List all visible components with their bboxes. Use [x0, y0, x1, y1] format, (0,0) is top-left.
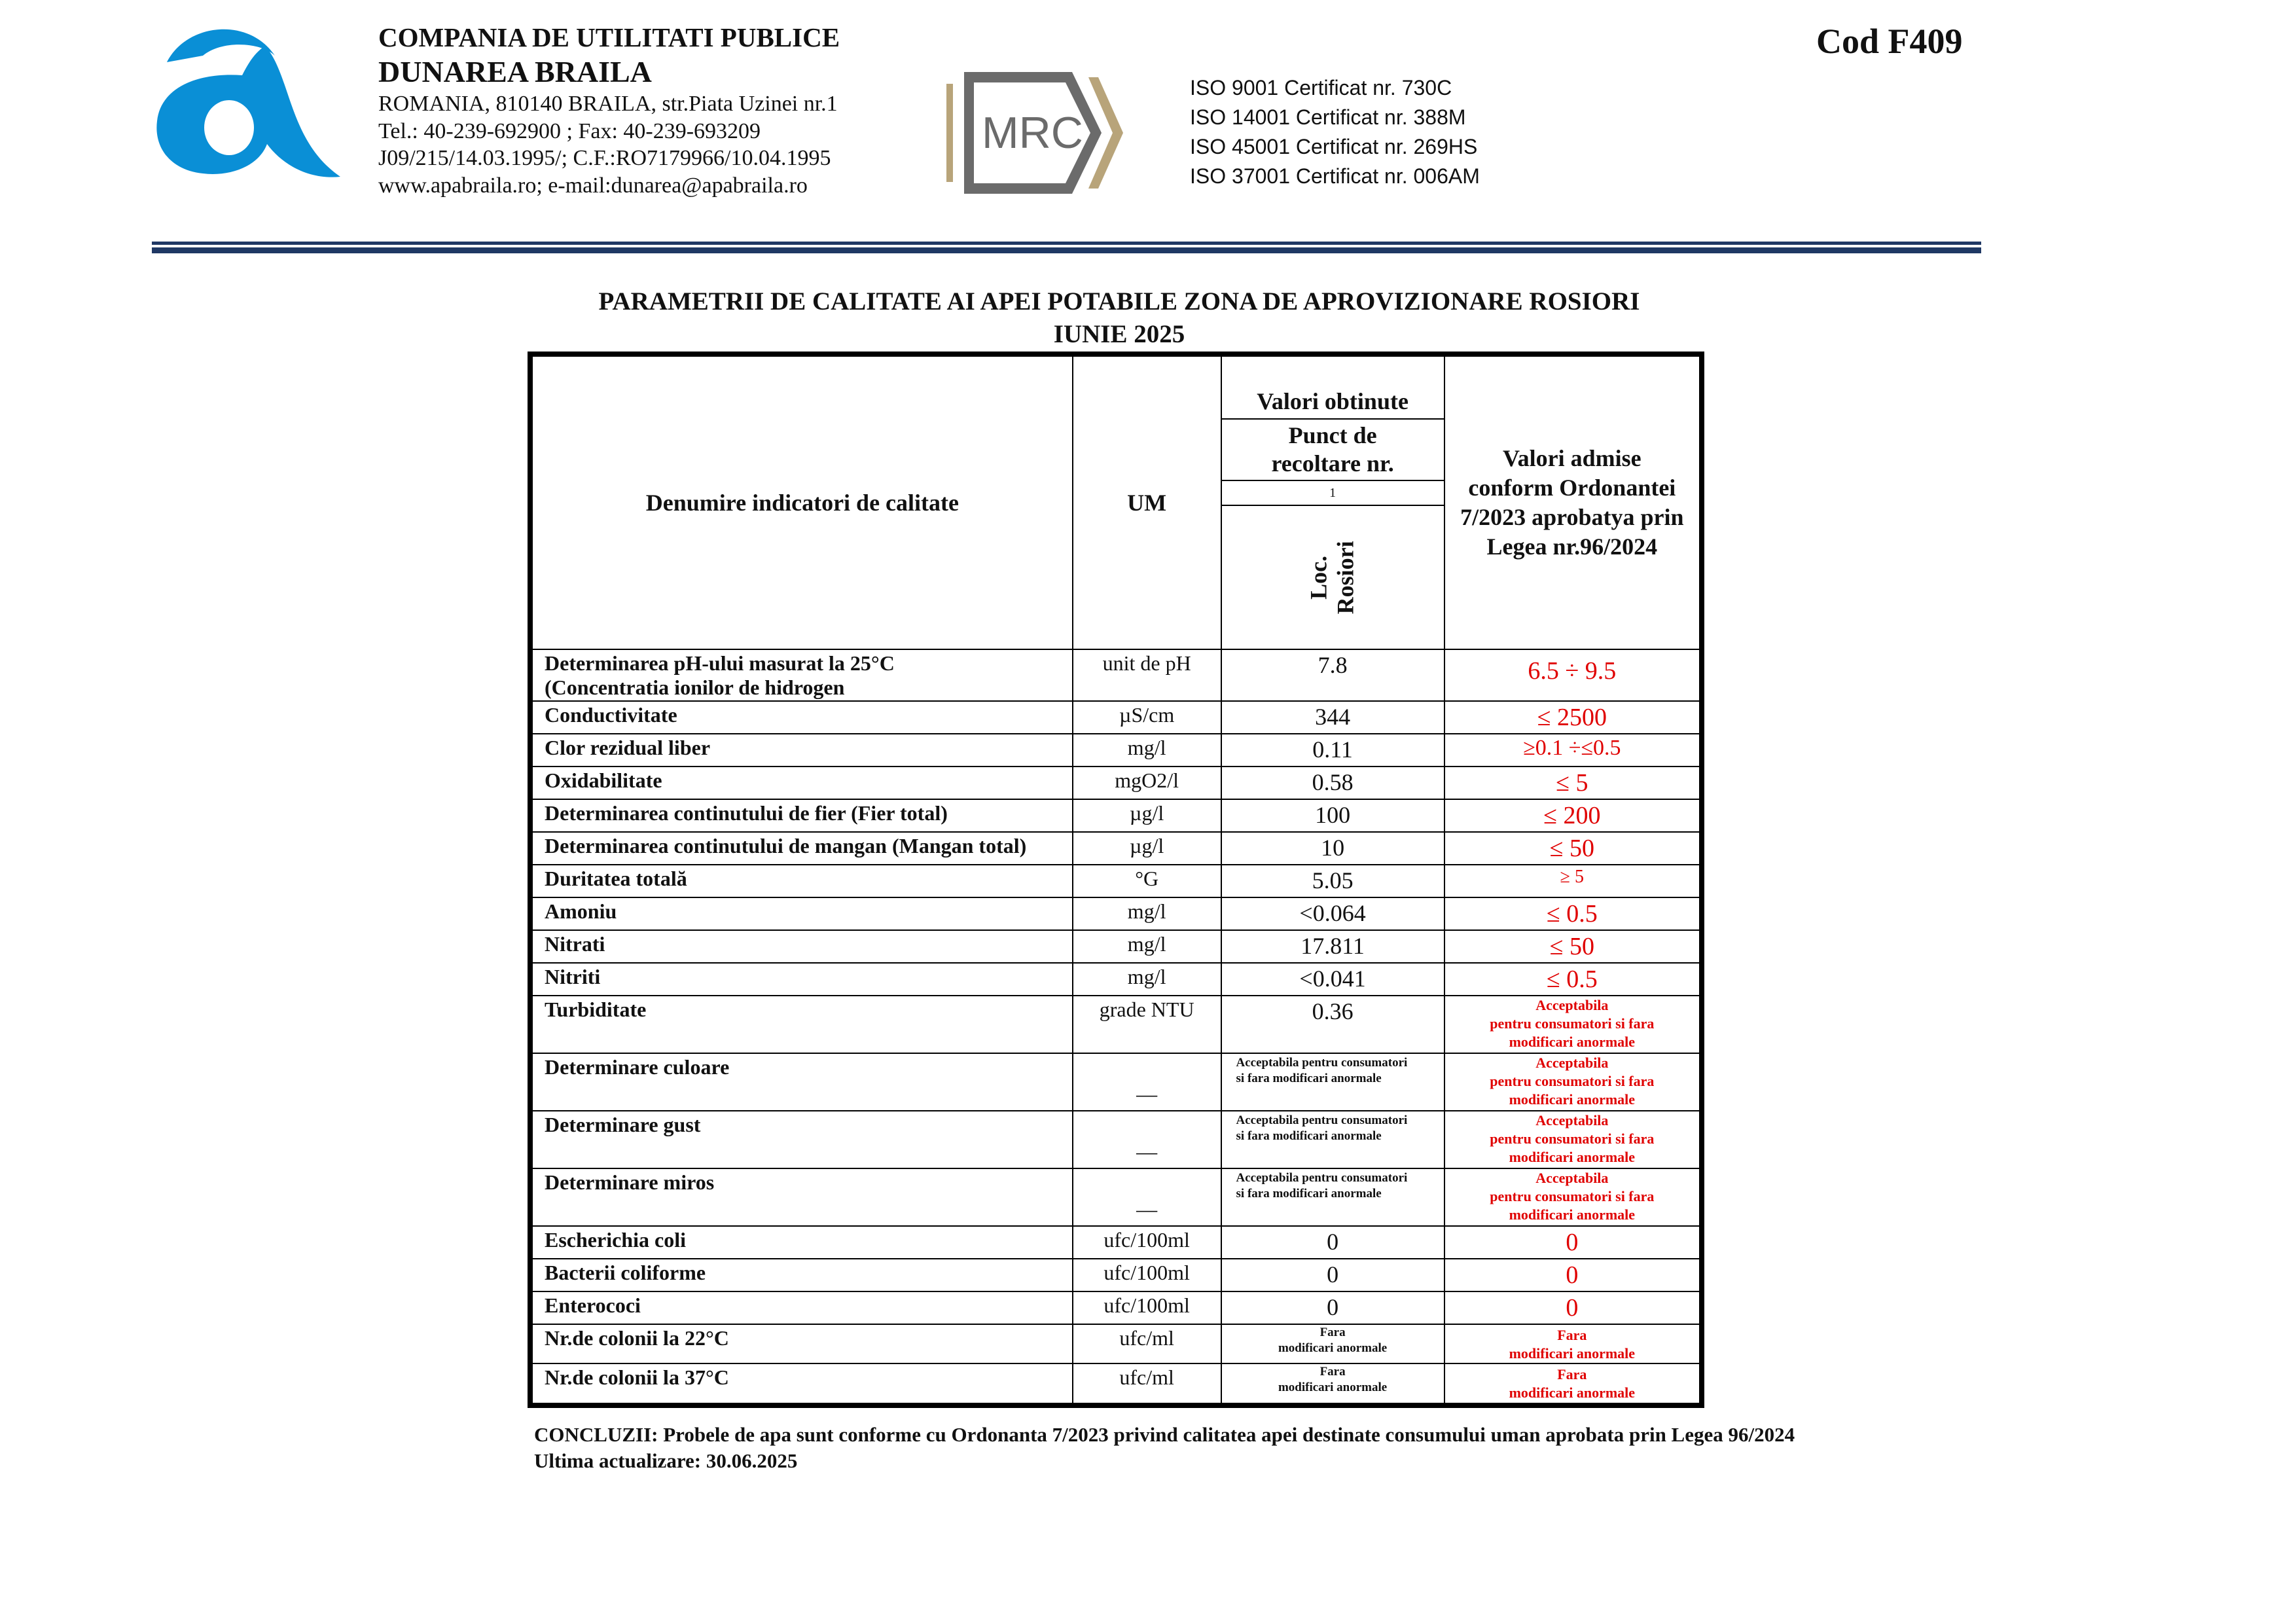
indicator-value: <0.064 [1221, 897, 1444, 930]
table-row [530, 832, 1702, 865]
iso-45001: ISO 45001 Certificat nr. 269HS [1190, 135, 1478, 158]
indicator-limit: 0 [1444, 1291, 1702, 1324]
value-line: si fara modificari anormale [1236, 1128, 1382, 1143]
indicator-um: mg/l [1073, 734, 1221, 767]
company-info [378, 21, 840, 199]
limit-line: Acceptabila [1535, 1055, 1609, 1071]
last-update: Ultima actualizare: 30.06.2025 [534, 1449, 798, 1472]
indicator-um: mgO2/l [1073, 767, 1221, 799]
indicator-name: Conductivitate [530, 701, 1073, 734]
sampling-point-number: 1 [1221, 480, 1444, 505]
indicator-name: Determinare miros [530, 1168, 1073, 1226]
indicator-name: Determinare culoare [530, 1053, 1073, 1111]
indicator-um: — [1073, 1168, 1221, 1226]
table-row [530, 701, 1702, 734]
indicator-limit [1444, 1168, 1702, 1226]
indicator-limit: ≤ 5 [1444, 767, 1702, 799]
table-row [530, 865, 1702, 897]
limit-line: modificari anormale [1509, 1149, 1636, 1166]
indicator-name: Duritatea totală [530, 865, 1073, 897]
limit-line: modificari anormale [1509, 1034, 1636, 1051]
indicator-um: ufc/ml [1073, 1363, 1221, 1405]
indicator-limit [1444, 1324, 1702, 1363]
limit-line: pentru consumatori si fara [1490, 1015, 1655, 1032]
indicator-um: — [1073, 1111, 1221, 1168]
table-row [530, 734, 1702, 767]
sampling-point-header: Punct de recoltare nr. [1221, 419, 1444, 480]
indicator-limit: ≤ 0.5 [1444, 963, 1702, 996]
limit-line: pentru consumatori si fara [1490, 1188, 1655, 1205]
value-line: si fara modificari anormale [1236, 1071, 1382, 1085]
indicator-um: ufc/100ml [1073, 1226, 1221, 1259]
table-row [530, 1053, 1702, 1111]
indicator-value [1221, 1168, 1444, 1226]
limit-line: modificari anormale [1509, 1345, 1636, 1362]
indicator-limit [1444, 1111, 1702, 1168]
indicator-value: 344 [1221, 701, 1444, 734]
indicator-um: ufc/100ml [1073, 1291, 1221, 1324]
conclusion-text: CONCLUZII: Probele de apa sunt conforme cu Ordonanta 7/2023 privind calitatea apei destinate consumului uman aprobata prin Legea 96/2024 [534, 1423, 1795, 1446]
location-name: Rosiori [1333, 541, 1359, 614]
indicator-limit: 0 [1444, 1226, 1702, 1259]
table-row [530, 1324, 1702, 1363]
indicator-value: 0 [1221, 1291, 1444, 1324]
indicator-limit [1444, 1053, 1702, 1111]
indicator-value: 100 [1221, 799, 1444, 832]
obtained-header: Valori obtinute [1221, 354, 1444, 419]
indicator-limit: 6.5 ÷ 9.5 [1444, 649, 1702, 701]
indicator-value [1221, 1324, 1444, 1363]
indicator-value: 0.36 [1221, 996, 1444, 1053]
limit-line: modificari anormale [1509, 1091, 1636, 1108]
header-rule-thick [152, 247, 1981, 253]
indicator-limit: ≤ 200 [1444, 799, 1702, 832]
table-row [530, 767, 1702, 799]
indicator-value: 0.11 [1221, 734, 1444, 767]
indicator-limit: ≤ 0.5 [1444, 897, 1702, 930]
indicator-name: Determinarea continutului de fier (Fier total) [530, 799, 1073, 832]
indicator-um: — [1073, 1053, 1221, 1111]
indicator-name: Nr.de colonii la 22°C [530, 1324, 1073, 1363]
limit-line: pentru consumatori si fara [1490, 1130, 1655, 1147]
indicator-name: Enterococi [530, 1291, 1073, 1324]
table-row [530, 897, 1702, 930]
value-line: Acceptabila pentru consumatori [1236, 1113, 1408, 1127]
indicator-um: µg/l [1073, 832, 1221, 865]
indicator-um: °G [1073, 865, 1221, 897]
location-label: Loc. [1305, 555, 1332, 600]
indicator-value: 17.811 [1221, 930, 1444, 963]
value-line: modificari anormale [1278, 1380, 1388, 1395]
admitted-header: Valori admise conform Ordonantei 7/2023 aprobatya prin Legea nr.96/2024 [1444, 354, 1702, 649]
indicator-value: 10 [1221, 832, 1444, 865]
indicator-value: <0.041 [1221, 963, 1444, 996]
indicator-limit [1444, 996, 1702, 1053]
value-line: Acceptabila pentru consumatori [1236, 1056, 1408, 1070]
indicator-header: Denumire indicatori de calitate [530, 354, 1073, 649]
table-row [530, 1259, 1702, 1291]
water-quality-table [528, 352, 1704, 1408]
indicator-um: mg/l [1073, 930, 1221, 963]
indicator-um: mg/l [1073, 963, 1221, 996]
company-address: ROMANIA, 810140 BRAILA, str.Piata Uzinei nr.1 [378, 92, 838, 117]
header-row [530, 354, 1702, 419]
indicator-um: grade NTU [1073, 996, 1221, 1053]
table-row [530, 1363, 1702, 1405]
conclusion-block [534, 1422, 1795, 1474]
indicator-value [1221, 1053, 1444, 1111]
indicator-name: Determinarea continutului de mangan (Mangan total) [530, 832, 1073, 865]
indicator-limit: 0 [1444, 1259, 1702, 1291]
value-line: si fara modificari anormale [1236, 1186, 1382, 1200]
company-registration: J09/215/14.03.1995/; C.F.:RO7179966/10.04.1995 [378, 146, 831, 171]
indicator-name: Turbiditate [530, 996, 1073, 1053]
mrc-logo-text: MRC [982, 108, 1083, 158]
indicator-name: Nr.de colonii la 37°C [530, 1363, 1073, 1405]
indicator-limit [1444, 1363, 1702, 1405]
iso-14001: ISO 14001 Certificat nr. 388M [1190, 105, 1466, 129]
indicator-um: ufc/100ml [1073, 1259, 1221, 1291]
company-name-line2: DUNAREA BRAILA [378, 55, 652, 89]
indicator-name: Escherichia coli [530, 1226, 1073, 1259]
header-rule-thin [152, 242, 1981, 245]
indicator-value: 0 [1221, 1226, 1444, 1259]
indicator-name: Determinarea pH-ului masurat la 25°C (Concentratia ionilor de hidrogen [530, 649, 1073, 701]
limit-line: modificari anormale [1509, 1206, 1636, 1223]
indicator-um: ufc/ml [1073, 1324, 1221, 1363]
indicator-um: mg/l [1073, 897, 1221, 930]
limit-line: Acceptabila [1535, 997, 1609, 1013]
company-logo [151, 16, 347, 187]
limit-line: pentru consumatori si fara [1490, 1073, 1655, 1090]
table-row [530, 930, 1702, 963]
document-period: IUNIE 2025 [1053, 320, 1185, 348]
indicator-limit: ≤ 50 [1444, 930, 1702, 963]
company-phone: Tel.: 40-239-692900 ; Fax: 40-239-693209 [378, 118, 761, 143]
um-header: UM [1073, 354, 1221, 649]
indicator-value: 5.05 [1221, 865, 1444, 897]
company-name-line1: COMPANIA DE UTILITATI PUBLICE [378, 22, 840, 52]
indicator-um: unit de pH [1073, 649, 1221, 701]
indicator-value: 0 [1221, 1259, 1444, 1291]
value-line: modificari anormale [1278, 1341, 1388, 1355]
indicator-name: Amoniu [530, 897, 1073, 930]
indicator-name: Determinare gust [530, 1111, 1073, 1168]
indicator-value [1221, 1111, 1444, 1168]
table-row [530, 649, 1702, 701]
table-row [530, 996, 1702, 1053]
indicator-name: Oxidabilitate [530, 767, 1073, 799]
document-title: PARAMETRII DE CALITATE AI APEI POTABILE ZONA DE APROVIZIONARE ROSIORI [598, 287, 1640, 316]
iso-certificates [1190, 73, 1480, 191]
indicator-um: µS/cm [1073, 701, 1221, 734]
logo-hole [204, 100, 254, 155]
table-row [530, 1168, 1702, 1226]
table-row [530, 963, 1702, 996]
location-header [1221, 505, 1444, 649]
mrc-certification-logo [941, 64, 1124, 202]
limit-line: Acceptabila [1535, 1112, 1609, 1128]
indicator-value: 7.8 [1221, 649, 1444, 701]
limit-line: Fara [1557, 1327, 1587, 1343]
value-line: Fara [1319, 1365, 1346, 1379]
value-line: Acceptabila pentru consumatori [1236, 1171, 1408, 1185]
indicator-limit: ≥ 5 [1444, 865, 1702, 897]
value-line: Fara [1319, 1326, 1346, 1339]
limit-line: modificari anormale [1509, 1384, 1636, 1401]
iso-9001: ISO 9001 Certificat nr. 730C [1190, 76, 1452, 99]
indicator-limit: ≥0.1 ÷≤0.5 [1444, 734, 1702, 767]
table-row [530, 1291, 1702, 1324]
indicator-name: Bacterii coliforme [530, 1259, 1073, 1291]
indicator-um: µg/l [1073, 799, 1221, 832]
indicator-value [1221, 1363, 1444, 1405]
table-row [530, 1111, 1702, 1168]
indicator-name: Clor rezidual liber [530, 734, 1073, 767]
table-row [530, 1226, 1702, 1259]
indicator-value: 0.58 [1221, 767, 1444, 799]
limit-line: Fara [1557, 1366, 1587, 1383]
indicator-limit: ≤ 50 [1444, 832, 1702, 865]
table-row [530, 799, 1702, 832]
indicator-name: Nitrati [530, 930, 1073, 963]
indicator-limit: ≤ 2500 [1444, 701, 1702, 734]
indicator-name: Nitriti [530, 963, 1073, 996]
limit-line: Acceptabila [1535, 1170, 1609, 1186]
iso-37001: ISO 37001 Certificat nr. 006AM [1190, 164, 1480, 188]
company-web: www.apabraila.ro; e-mail:dunarea@apabraila.ro [378, 173, 808, 198]
form-code: Cod F409 [1816, 22, 1963, 61]
